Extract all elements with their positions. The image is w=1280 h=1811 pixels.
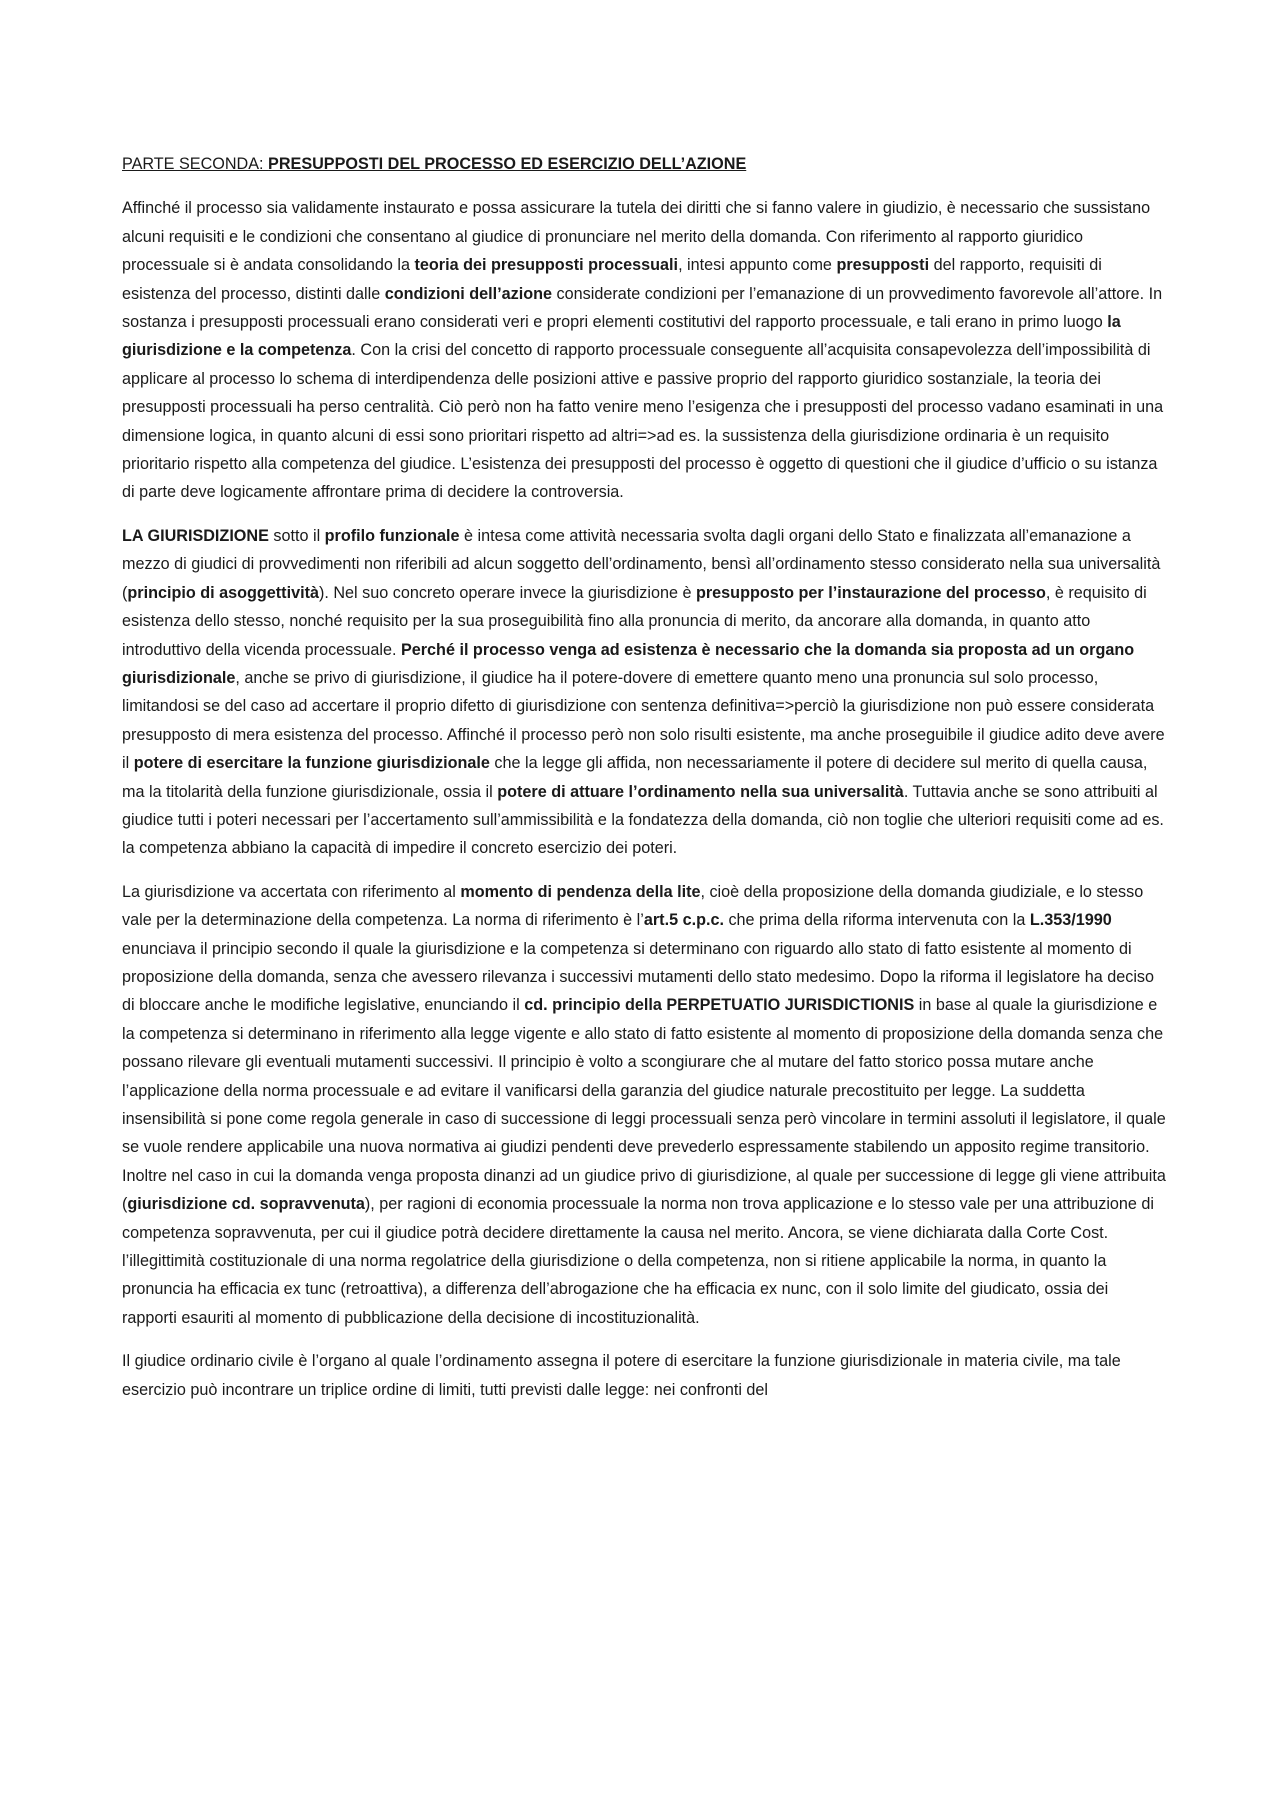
paragraph [122,194,1167,506]
bold-text: giurisdizione cd. sopravvenuta [127,1195,365,1214]
text-run: , cioè della proposizione della domanda giudiziale, e lo stesso vale per la determinazione della competenza. La norma di riferimento è l’ [122,882,1144,930]
text-run: in base al quale la giurisdizione e la competenza si determinano in riferimento alla legge vigente e allo stato di fatto esistente al momento di proposizione della domanda senza che possano rilevare gli eventuali mutamenti successivi. Il principio è volto a scongiurare che al mutare del fatto storico possa mutare anche l’applicazione della norma processuale e ad evitare il vanificarsi della garanzia del giudice naturale precostituito per legge. La suddetta insensibilità si pone come regola generale in caso di successione di leggi processuali senza però vincolare in termini assoluti il legislatore, il quale se vuole rendere applicabile una nuova normativa ai giudizi pendenti deve prevederlo espressamente stabilendo un apposito regime transitorio. Inoltre nel caso in cui la domanda venga proposta dinanzi ad un giudice privo di giurisdizione, al quale per successione di legge gli viene attribuita ( [122,996,1166,1214]
document-body [122,150,1167,1419]
text-run: Affinché il processo sia validamente instaurato e possa assicurare la tutela dei diritti che si fanno valere in giudizio, è necessario che sussistano alcuni requisiti e le condizioni che consentano al giudice di pronunciare nel merito della domanda. Con riferimento al rapporto giuridico processuale si è andata consolidando la [122,199,1151,275]
paragraph [122,878,1167,1333]
section-title-main: PRESUPPOSTI DEL PROCESSO ED ESERCIZIO DELL’AZIONE [268,155,747,173]
section-title [122,150,1167,178]
bold-text: presupposto per l’instaurazione del processo [695,583,1046,602]
text-run: , anche se privo di giurisdizione, il giudice ha il potere-dovere di emettere quanto meno una pronuncia sul solo processo, limitandosi se del caso ad accertare il proprio difetto di giurisdizione con sentenza definitiva=>perciò la giurisdizione non può essere considerata presupposto di mera esistenza del processo. Affinché il processo però non solo risulti esistente, ma anche proseguibile il giudice adito deve avere il [122,668,1165,773]
paragraph [122,1347,1167,1404]
paragraph [122,522,1167,863]
bold-text: momento di pendenza della lite [460,882,701,901]
bold-text: L.353/1990 [1029,911,1112,930]
bold-text: Perché il processo venga ad esistenza è necessario che la domanda sia proposta ad un organo giurisdizionale [122,640,1135,687]
bold-text: condizioni dell’azione [384,284,553,303]
text-run: ). Nel suo concreto operare invece la giurisdizione è [318,583,696,602]
section-title-prefix: PARTE SECONDA: [122,155,269,173]
paragraphs [122,194,1167,1404]
text-run: ), per ragioni di economia processuale la norma non trova applicazione e lo stesso vale per una attribuzione di competenza sopravvenuta, per cui il giudice potrà decidere direttamente la causa nel merito. Ancora, se viene dichiarata dalla Corte Cost. l’illegittimità costituzionale di una norma regolatrice della giurisdizione o della competenza, non si ritiene applicabile la norma, in quanto la pronuncia ha efficacia ex tunc (retroattiva), a differenza dell’abrogazione che ha efficacia ex nunc, con il solo limite del giudicato, ossia dei rapporti esauriti al momento di pubblicazione della decisione di incostituzionalità. [122,1195,1155,1327]
bold-text: potere di esercitare la funzione giurisdizionale [133,754,490,773]
text-run: è intesa come attività necessaria svolta dagli organi dello Stato e finalizzata all’emanazione a mezzo di giudici di provvedimenti non riferibili ad alcun soggetto dell’ordinamento, bensì all’ordinamento stesso considerato nella sua universalità ( [122,526,1161,602]
bold-text: potere di attuare l’ordinamento nella sua universalità [497,782,904,801]
text-run: , intesi appunto come [678,256,837,275]
bold-text: principio di asoggettività [127,583,319,602]
text-run: che prima della riforma intervenuta con la [723,911,1030,930]
text-run: considerate condizioni per l’emanazione di un provvedimento favorevole all’attore. In sostanza i presupposti processuali erano considerati veri e propri elementi costitutivi del rapporto processuale, e tali erano in primo luogo [122,284,1163,332]
text-run: sotto il [268,526,325,545]
text-run: , è requisito di esistenza dello stesso, nonché requisito per la sua proseguibilità fino alla pronuncia di merito, da ancorare alla domanda, in quanto atto introduttivo della vicenda processuale. [122,583,1147,659]
bold-text: presupposti [836,256,930,275]
text-run: . Tuttavia anche se sono attribuiti al giudice tutti i poteri necessari per l’accertamento sull’ammissibilità e la fondatezza della domanda, ciò non toglie che ulteriori requisiti come ad es. la competenza abbiano la capacità di impedire il concreto esercizio dei poteri. [122,782,1164,858]
text-run: che la legge gli affida, non necessariamente il potere di decidere sul merito di quella causa, ma la titolarità della funzione giurisdizionale, ossia il [122,754,1148,801]
bold-text: art.5 c.p.c. [643,911,724,930]
text-run: La giurisdizione va accertata con riferimento al [122,882,461,901]
bold-text: cd. principio della PERPETUATIO JURISDICTIONIS [524,996,915,1015]
text-run: del rapporto, requisiti di esistenza del processo, distinti dalle [122,256,1102,303]
bold-text: profilo funzionale [324,526,460,545]
bold-text: LA GIURISDIZIONE [122,526,269,545]
text-run: Il giudice ordinario civile è l’organo al quale l’ordinamento assegna il potere di esercitare la funzione giurisdizionale in materia civile, ma tale esercizio può incontrare un triplice ordine di limiti, tutti previsti dalle legge: nei confronti del [122,1352,1121,1399]
bold-text: la giurisdizione e la competenza [122,313,1121,360]
text-run: enunciava il principio secondo il quale la giurisdizione e la competenza si determinano con riguardo allo stato di fatto esistente al momento di proposizione della domanda, senza che avessero rilevanza i successivi mutamenti dello stato medesimo. Dopo la riforma il legislatore ha deciso di bloccare anche le modifiche legislative, enunciando il [122,939,1155,1015]
text-run: . Con la crisi del concetto di rapporto processuale conseguente all’acquisita consapevolezza dell’impossibilità di applicare al processo lo schema di interdipendenza delle posizioni attive e passive proprio del rapporto giuridico sostanziale, la teoria dei presupposti processuali ha perso centralità. Ciò però non ha fatto venire meno l’esigenza che i presupposti del processo vadano esaminati in una dimensione logica, in quanto alcuni di essi sono prioritari rispetto ad altri=>ad es. la sussistenza della giurisdizione ordinaria è un requisito prioritario rispetto alla competenza del giudice. L’esistenza dei presupposti del processo è oggetto di questioni che il giudice d’ufficio o su istanza di parte deve logicamente affrontare prima di decidere la controversia. [122,341,1164,502]
bold-text: teoria dei presupposti processuali [414,256,679,275]
